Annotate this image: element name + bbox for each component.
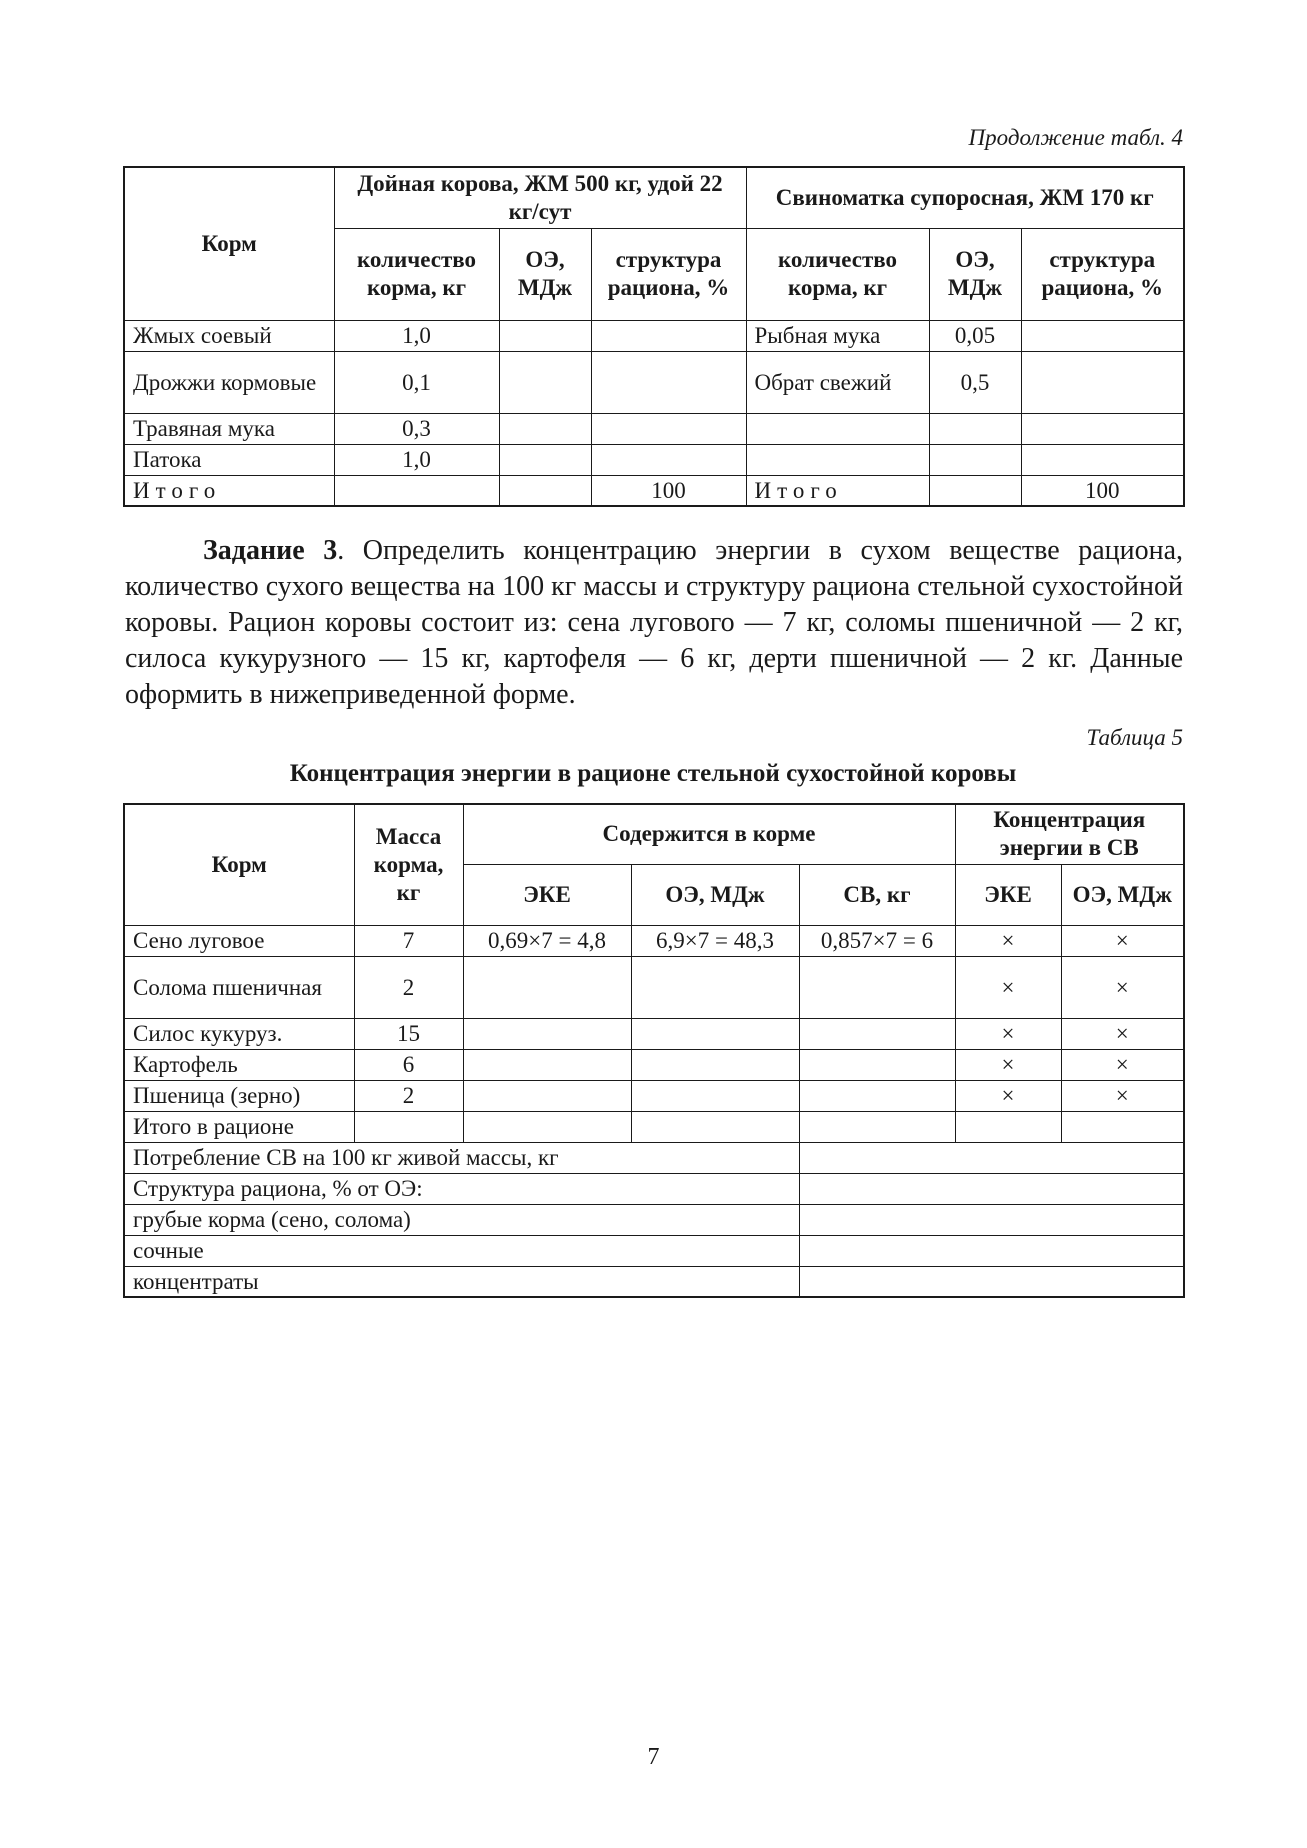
t4-qty-1: 0,3 [334,413,499,444]
t5-header-conc-oe: ОЭ, МДж [1061,864,1184,925]
t5-oe [631,1049,799,1080]
table-footer-row [124,1266,1184,1297]
table-row [124,1018,1184,1049]
t4-qty-2: 0,05 [929,320,1021,351]
t5-feed: Картофель [124,1049,354,1080]
t4-header-group-cow: Дойная корова, ЖМ 500 кг, удой 22 кг/сут [334,167,746,228]
t4-str-2 [1021,444,1184,475]
t5-eke [463,1111,631,1142]
t5-conc-oe: × [1061,1018,1184,1049]
t5-conc-eke: × [955,1018,1061,1049]
t5-conc-oe: × [1061,1049,1184,1080]
t5-mass: 6 [354,1049,463,1080]
t4-header-structure-1: структура рациона, % [591,228,746,320]
table-footer-row [124,1235,1184,1266]
t5-eke [463,1080,631,1111]
t4-header-feed: Корм [124,167,334,320]
t5-sv [799,1018,955,1049]
t5-feed: Итого в рационе [124,1111,354,1142]
t5-footer-label: грубые корма (сено, солома) [124,1204,799,1235]
t5-mass: 15 [354,1018,463,1049]
t4-feed-1: Дрожжи кормовые [124,351,334,413]
table-row [124,320,1184,351]
t4-oe-1 [499,351,591,413]
t4-feed-1: Травяная мука [124,413,334,444]
t4-oe-1 [499,444,591,475]
t5-mass: 7 [354,925,463,956]
table-row [124,956,1184,1018]
t5-header-concentration: Концентрация энергии в СВ [955,804,1184,864]
t5-eke [463,1049,631,1080]
t4-total-label-1: Итого [124,475,334,506]
t5-footer-value [799,1142,1184,1173]
t5-footer-value [799,1235,1184,1266]
t4-total-structure-1: 100 [591,475,746,506]
t4-feed-1: Жмых соевый [124,320,334,351]
t5-mass: 2 [354,956,463,1018]
table-footer-row [124,1173,1184,1204]
t5-mass [354,1111,463,1142]
t4-oe-1 [499,475,591,506]
t5-conc-oe: × [1061,925,1184,956]
t4-qty-2 [929,413,1021,444]
t5-oe [631,1018,799,1049]
t5-eke: 0,69×7 = 4,8 [463,925,631,956]
t4-qty-2 [929,475,1021,506]
table-row-total [124,1111,1184,1142]
t5-conc-eke: × [955,1049,1061,1080]
table5-title: Концентрация энергии в рационе стельной сухостойной коровы [289,760,1017,787]
t5-feed: Силос кукуруз. [124,1018,354,1049]
table-row [124,351,1184,413]
t5-sv [799,1049,955,1080]
t4-oe-1 [499,413,591,444]
t4-str-1 [591,413,746,444]
t5-eke [463,956,631,1018]
t5-conc-oe: × [1061,1080,1184,1111]
t5-sv: 0,857×7 = 6 [799,925,955,956]
task3-text: . Определить концентрацию энергии в сухом веществе рациона, количество сухого вещества на 100 кг массы и структуру рациона стельной сухостойной коровы. Рацион коровы состоит из: сена лугового — 7 кг, соломы пшеничной — 2 кг, силоса кукурузного — 15 кг, картофеля — 6 кг, дерти пшеничной — 2 кг. Данные оформить в нижеприведенной форме. [125,535,1184,710]
t5-mass: 2 [354,1080,463,1111]
t4-header-structure-2: структура рациона, % [1021,228,1184,320]
t5-header-oe: ОЭ, МДж [631,864,799,925]
t4-qty-1: 1,0 [334,444,499,475]
t5-header-conc-eke: ЭКЕ [955,864,1061,925]
t5-conc-oe [1061,1111,1184,1142]
t5-conc-oe: × [1061,956,1184,1018]
t5-header-sv: СВ, кг [799,864,955,925]
t4-header-group-sow: Свиноматка супоросная, ЖМ 170 кг [746,167,1184,228]
t4-qty-1: 0,1 [334,351,499,413]
t4-qty-1 [334,475,499,506]
t5-footer-label: Структура рациона, % от ОЭ: [124,1173,799,1204]
t5-footer-label: сочные [124,1235,799,1266]
t5-footer-label: концентраты [124,1266,799,1297]
t4-qty-2 [929,444,1021,475]
table4-continuation-label: Продолжение табл. 4 [968,125,1183,150]
t4-str-1 [591,444,746,475]
table-footer-row [124,1142,1184,1173]
table-row [124,1049,1184,1080]
t5-footer-value [799,1204,1184,1235]
table-row [124,925,1184,956]
t5-header-eke: ЭКЕ [463,864,631,925]
table-footer-row [124,1204,1184,1235]
t5-conc-eke: × [955,1080,1061,1111]
t4-feed-2: Обрат свежий [746,351,929,413]
t4-feed-2 [746,413,929,444]
t5-oe: 6,9×7 = 48,3 [631,925,799,956]
t4-str-2 [1021,413,1184,444]
table5-label: Таблица 5 [1086,725,1183,750]
t4-feed-2: Рыбная мука [746,320,929,351]
t4-header-oe-2: ОЭ, МДж [929,228,1021,320]
table-row [124,1080,1184,1111]
task3-paragraph [125,533,1183,713]
table-row-total [124,475,1184,506]
t4-total-structure-2: 100 [1021,475,1184,506]
t5-sv [799,1111,955,1142]
t5-conc-eke [955,1111,1061,1142]
t5-sv [799,956,955,1018]
table-row [124,444,1184,475]
t4-header-qty-2: количество корма, кг [746,228,929,320]
t4-str-1 [591,320,746,351]
t4-str-1 [591,351,746,413]
t5-header-mass: Масса корма, кг [354,804,463,925]
t5-footer-value [799,1173,1184,1204]
t4-header-qty-1: количество корма, кг [334,228,499,320]
t4-feed-1: Патока [124,444,334,475]
t5-oe [631,1080,799,1111]
t5-oe [631,956,799,1018]
task3-label: Задание 3 [203,535,338,566]
table-row [124,413,1184,444]
table5 [123,803,1185,1298]
t5-conc-eke: × [955,925,1061,956]
t5-feed: Солома пшеничная [124,956,354,1018]
t5-feed: Пшеница (зерно) [124,1080,354,1111]
t5-feed: Сено луговое [124,925,354,956]
t4-str-2 [1021,320,1184,351]
t4-qty-1: 1,0 [334,320,499,351]
t4-oe-1 [499,320,591,351]
t5-header-feed: Корм [124,804,354,925]
t4-feed-2 [746,444,929,475]
t5-oe [631,1111,799,1142]
table4 [123,166,1185,507]
t4-str-2 [1021,351,1184,413]
t5-conc-eke: × [955,956,1061,1018]
t5-sv [799,1080,955,1111]
t4-total-label-2: Итого [746,475,929,506]
t5-eke [463,1018,631,1049]
t5-header-contains: Содержится в корме [463,804,955,864]
t4-qty-2: 0,5 [929,351,1021,413]
t5-footer-value [799,1266,1184,1297]
t4-header-oe-1: ОЭ, МДж [499,228,591,320]
page-number: 7 [647,1744,660,1770]
t5-footer-label: Потребление СВ на 100 кг живой массы, кг [124,1142,799,1173]
